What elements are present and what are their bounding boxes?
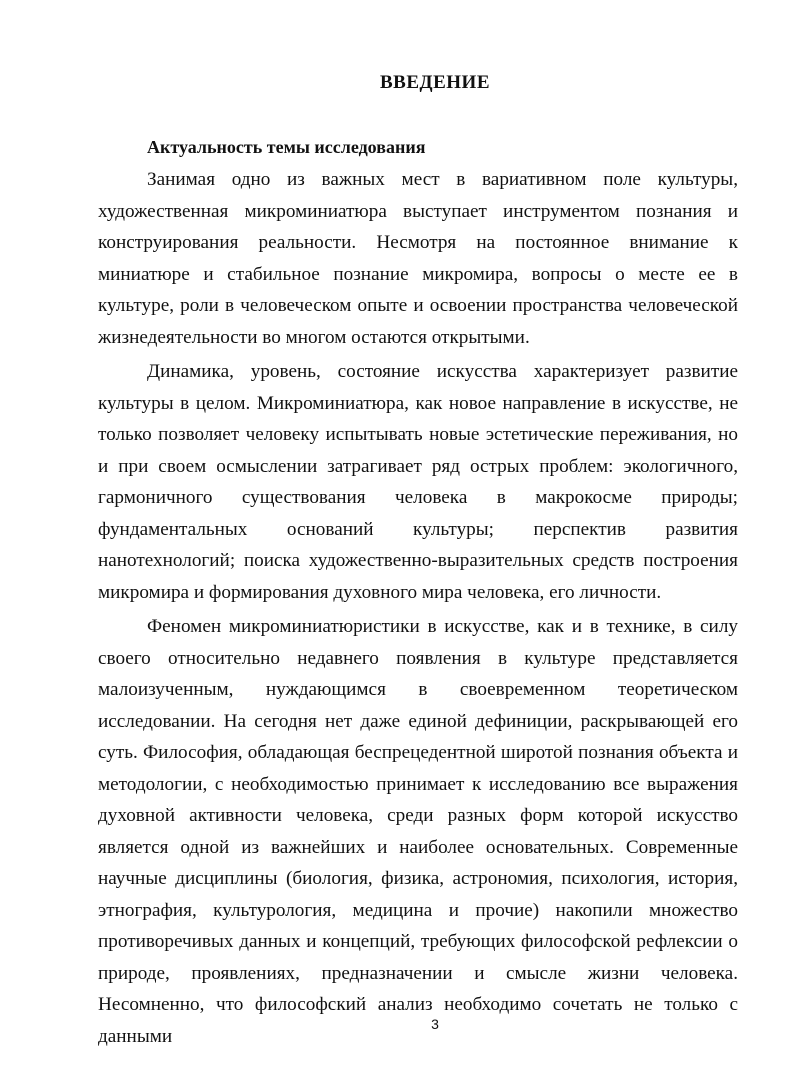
page-title: ВВЕДЕНИЕ: [380, 72, 490, 93]
body-text: [98, 164, 738, 1052]
paragraph: Занимая одно из важных мест в вариативном поле культуры, художественная микроминиатюра выступает инструментом познания и конструирования реальности. Несмотря на постоянное внимание к миниатюре и стабильное познание микромира, вопросы о месте ее в культуре, роли в человеческом опыте и освоении пространства человеческой жизнедеятельности во многом остаются открытыми.: [98, 169, 738, 348]
paragraph: Динамика, уровень, состояние искусства характеризует развитие культуры в целом. Микроминиатюра, как новое направление в искусстве, не только позволяет человеку испытывать новые эстетические переживания, но и при своем осмыслении затрагивает ряд острых проблем: экологичного, гармоничного существования человека в макрокосме природы; фундаментальных оснований культуры; перспектив развития нанотехнологий; поиска художественно-выразительных средств построения микромира и формирования духовного мира человека, его личности.: [98, 361, 738, 603]
paragraph: Феномен микроминиатюристики в искусстве, как и в технике, в силу своего относительно недавнего появления в культуре представляется малоизученным, нуждающимся в своевременном теоретическом исследовании. На сегодня нет даже единой дефиниции, раскрывающей его суть. Философия, обладающая беспрецедентной широтой познания объекта и методологии, с необходимостью принимает к исследованию все выражения духовной активности человека, среди разных форм которой искусство является одной из важнейших и наиболее основательных. Современные научные дисциплины (биология, физика, астрономия, психология, история, этнография, культурология, медицина и прочие) накопили множество противоречивых данных и концепций, требующих философской рефлексии о природе, проявлениях, предназначении и смысле жизни человека. Несомненно, что философский анализ необходимо сочетать не только с данными: [98, 616, 738, 1047]
page-number: 3: [431, 1016, 439, 1032]
section-subheading: Актуальность темы исследования: [147, 137, 426, 157]
